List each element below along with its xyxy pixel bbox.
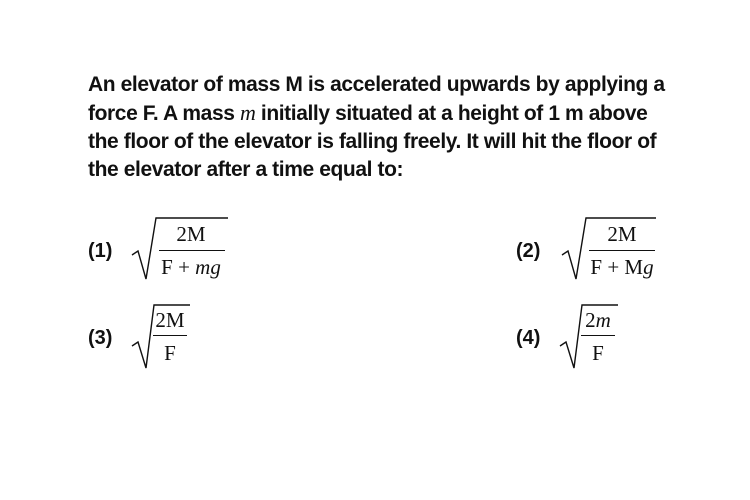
option-3[interactable] (88, 302, 208, 374)
option-1-den-var: mg (195, 255, 221, 279)
square-root-icon (88, 302, 208, 374)
option-3-fraction-bar (153, 335, 187, 336)
option-1-numerator: 2M (176, 222, 206, 246)
square-root-icon (516, 302, 636, 374)
option-4-denominator (580, 341, 616, 365)
option-4-den-text: F (592, 341, 604, 365)
option-1-denominator (158, 255, 224, 279)
option-4-num-text: 2 (585, 308, 596, 332)
option-2-fraction-bar (589, 250, 655, 251)
option-4-fraction-bar (581, 335, 615, 336)
question-text-part1: An elevator of mass M is accelerated upwards by applying a force F. A mass (88, 73, 665, 125)
option-3-denominator (152, 341, 188, 365)
option-3-den-text: F (164, 341, 176, 365)
option-4-num-var: m (595, 308, 611, 332)
option-4-label: (4) (516, 327, 541, 349)
option-3-numerator: 2M (155, 308, 185, 332)
option-1-den-text: F + (161, 255, 196, 279)
option-1-fraction-bar (159, 250, 225, 251)
option-2[interactable] (516, 215, 686, 287)
option-2-denominator (587, 255, 657, 279)
option-3-label: (3) (88, 327, 113, 349)
option-2-label: (2) (516, 240, 541, 262)
option-1-label: (1) (88, 240, 113, 262)
option-2-den-var: g (643, 255, 654, 279)
option-4[interactable] (516, 302, 636, 374)
option-2-den-text: F + M (590, 255, 644, 279)
option-2-numerator: 2M (607, 222, 637, 246)
option-1[interactable] (88, 215, 248, 287)
mass-variable: m (239, 100, 256, 125)
option-4-numerator (580, 308, 616, 332)
question-text (88, 71, 678, 184)
question-text-part2: initially situated at a height of 1 m above the floor of the elevator is falling freely. It will hit the floor of the elevator after a time equal to: (88, 102, 657, 181)
